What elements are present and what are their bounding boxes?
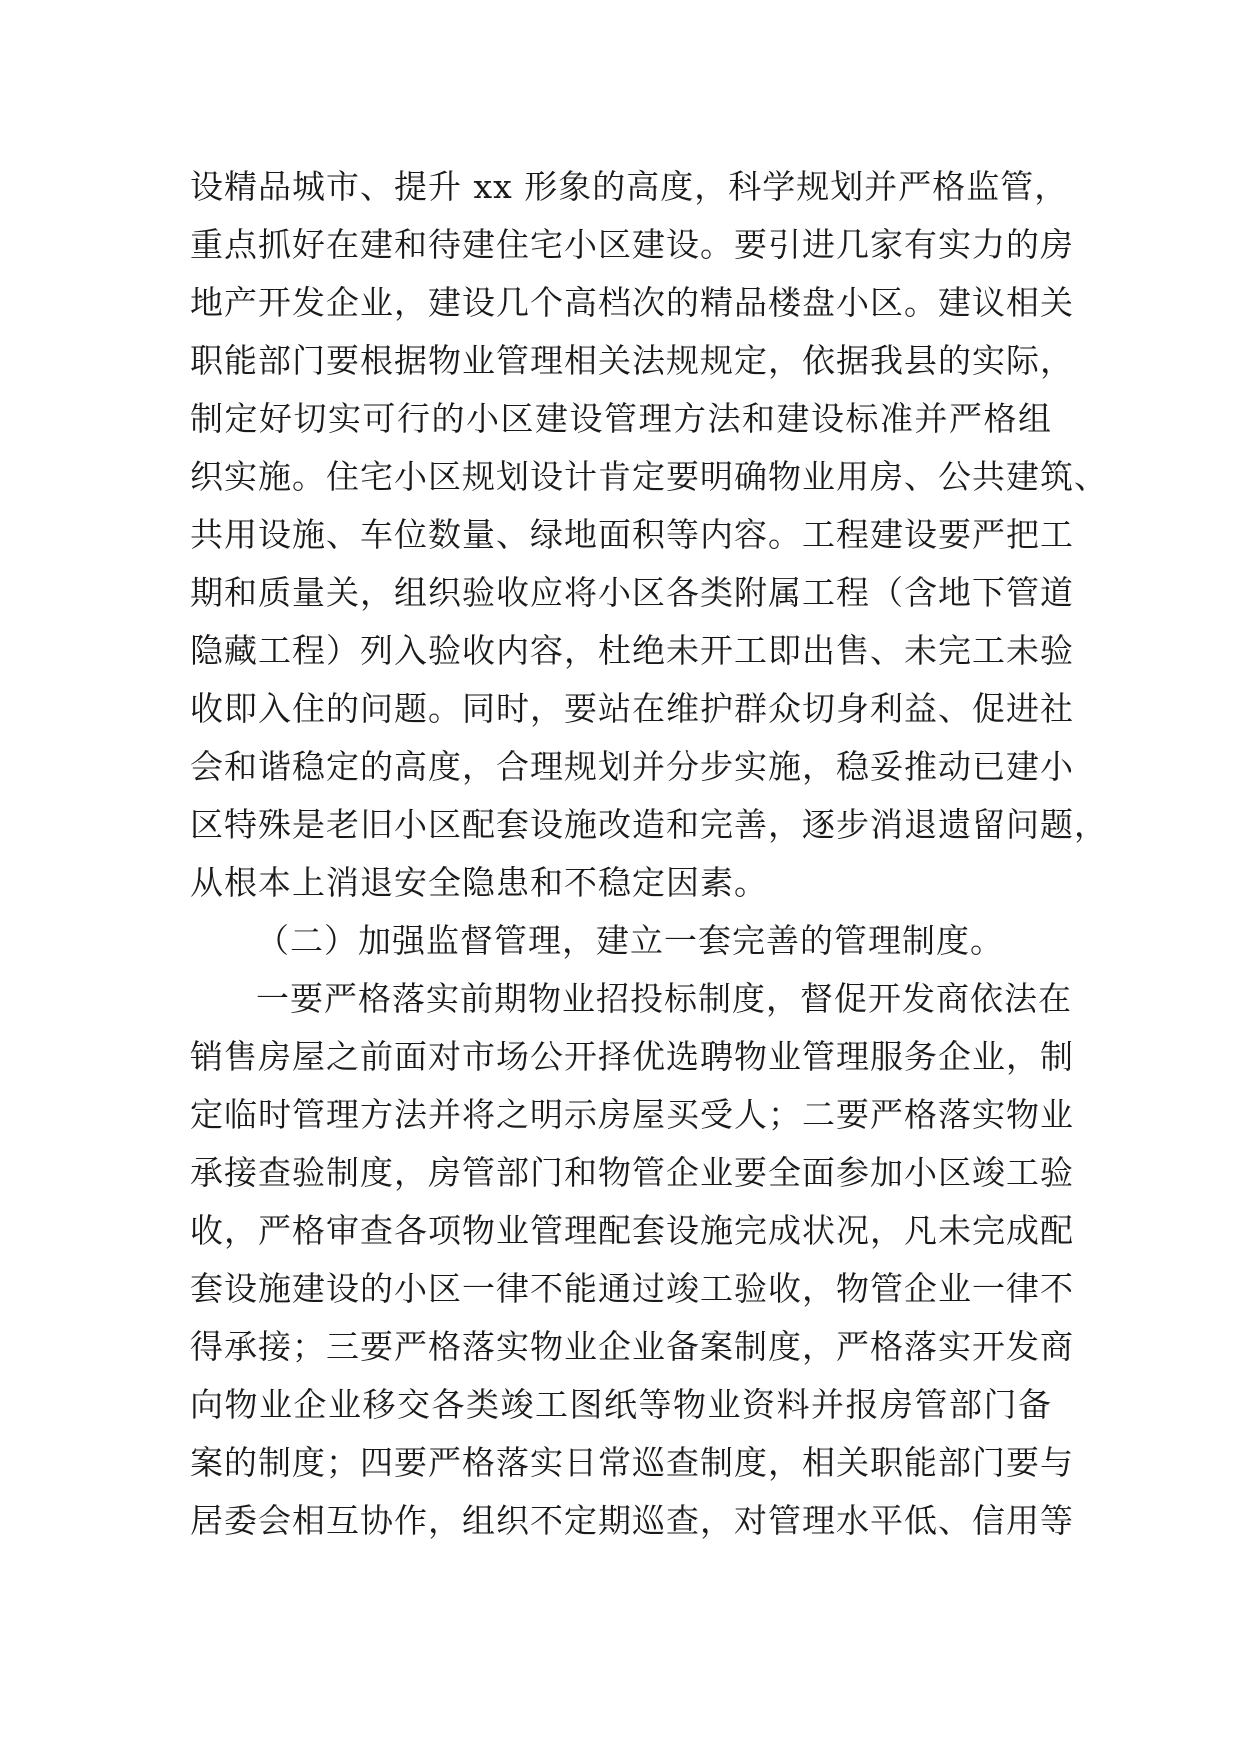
text-line: 收，严格审查各项物业管理配套设施完成状况，凡未完成配 xyxy=(190,1211,1074,1250)
text-line: 居委会相互协作，组织不定期巡查，对管理水平低、信用等 xyxy=(190,1501,1074,1540)
text-line: 共用设施、车位数量、绿地面积等内容。工程建设要严把工 xyxy=(190,515,1074,554)
text-line: 设精品城市、提升 xx 形象的高度，科学规划并严格监管， xyxy=(190,167,1069,206)
text-line: 承接查验制度，房管部门和物管企业要全面参加小区竣工验 xyxy=(190,1153,1074,1192)
text-line: 案的制度；四要严格落实日常巡查制度，相关职能部门要与 xyxy=(190,1443,1074,1482)
text-line: 收即入住的问题。同时，要站在维护群众切身利益、促进社 xyxy=(190,689,1074,728)
text-line: 职能部门要根据物业管理相关法规规定，依据我县的实际， xyxy=(190,341,1074,380)
text-line: 重点抓好在建和待建住宅小区建设。要引进几家有实力的房 xyxy=(190,225,1074,264)
text-line: 隐藏工程）列入验收内容，杜绝未开工即出售、未完工未验 xyxy=(190,631,1074,670)
text-line: 织实施。住宅小区规划设计肯定要明确物业用房、公共建筑、 xyxy=(190,457,1108,496)
document-body xyxy=(190,158,1108,1550)
text-line: 一要严格落实前期物业招投标制度，督促开发商依法在 xyxy=(256,979,1072,1018)
text-line: 制定好切实可行的小区建设管理方法和建设标准并严格组 xyxy=(190,399,1052,438)
text-line: 区特殊是老旧小区配套设施改造和完善，逐步消退遗留问题， xyxy=(190,805,1108,844)
section-heading: （二）加强监督管理，建立一套完善的管理制度。 xyxy=(256,921,1004,960)
text-line: 期和质量关，组织验收应将小区各类附属工程（含地下管道 xyxy=(190,573,1074,612)
text-line: 定临时管理方法并将之明示房屋买受人；二要严格落实物业 xyxy=(190,1095,1074,1134)
text-line: 套设施建设的小区一律不能通过竣工验收，物管企业一律不 xyxy=(190,1269,1074,1308)
text-line: 向物业企业移交各类竣工图纸等物业资料并报房管部门备 xyxy=(190,1385,1052,1424)
text-line: 从根本上消退安全隐患和不稳定因素。 xyxy=(190,863,768,902)
text-line: 销售房屋之前面对市场公开择优选聘物业管理服务企业，制 xyxy=(190,1037,1074,1076)
text-line: 得承接；三要严格落实物业企业备案制度，严格落实开发商 xyxy=(190,1327,1074,1366)
text-line: 地产开发企业，建设几个高档次的精品楼盘小区。建议相关 xyxy=(190,283,1074,322)
text-line: 会和谐稳定的高度，合理规划并分步实施，稳妥推动已建小 xyxy=(190,747,1074,786)
